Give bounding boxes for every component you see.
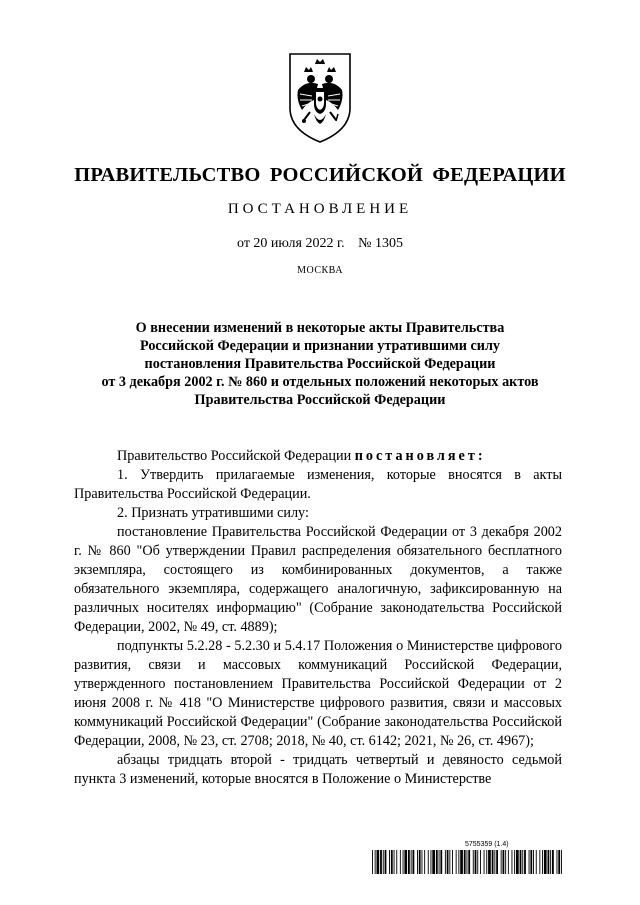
subject-line: от 3 декабря 2002 г. № 860 и отдельных положений некоторых актов	[101, 374, 539, 390]
paragraph-3: постановление Правительства Российской Федерации от 3 декабря 2002 г. № 860 "Об утверждении Правил распределения обязательного бесплатного экземпляра, состоящего из комбинированных документов, а также обязательного экземпляра, содержащего аналогичную, зафиксированную на различных носителях информацию" (Собрание законодательства Российской Федерации, 2002, № 49, ст. 4889);	[74, 524, 562, 635]
subject-line: Правительства Российской Федерации	[194, 392, 446, 408]
subject-line: О внесении изменений в некоторые акты Правительства	[135, 320, 505, 336]
intro-text: Правительство Российской Федерации	[117, 448, 352, 464]
document-date: от 20 июля 2022 г.	[237, 236, 345, 251]
government-title: ПРАВИТЕЛЬСТВО РОССИЙСКОЙ ФЕДЕРАЦИИ	[74, 164, 566, 186]
paragraph-4: подпункты 5.2.28 - 5.2.30 и 5.4.17 Положения о Министерстве цифрового развития, связи и массовых коммуникаций Российской Федерации, утвержденного постановлением Правительства Российской Федерации от 2 июня 2008 г. № 418 "О Министерстве цифрового развития, связи и массовых коммуникаций Российской Федерации" (Собрание законодательства Российской Федерации, 2008, № 23, ст. 2708; 2018, № 40, ст. 6142; 2021, № 26, ст. 4967);	[74, 638, 562, 749]
subject-line: Российской Федерации и признании утратившими силу	[140, 338, 500, 354]
document-number: 1305	[374, 236, 403, 251]
russian-coat-of-arms-icon	[284, 50, 356, 146]
paragraph-1: 1. Утвердить прилагаемые изменения, которые вносятся в акты Правительства Российской Федерации.	[74, 467, 562, 502]
date-number-line	[0, 236, 640, 252]
subject-line: постановления Правительства Российской Федерации	[144, 356, 496, 372]
barcode-number: 5755359 (1.4)	[465, 841, 509, 848]
document-body	[74, 447, 562, 789]
intro-paragraph	[74, 447, 562, 466]
document-subject	[60, 319, 580, 409]
document-type: ПОСТАНОВЛЕНИЕ	[227, 201, 413, 217]
resolves-text: постановляет:	[354, 448, 486, 464]
paragraph-2: 2. Признать утратившими силу:	[117, 505, 309, 521]
barcode-icon	[372, 850, 564, 874]
paragraph-5: абзацы тридцать второй - тридцать четвертый и девяносто седьмой пункта 3 изменений, которые вносятся в Положение о Министерстве	[74, 752, 562, 787]
city: МОСКВА	[297, 265, 343, 276]
number-label: №	[358, 236, 372, 251]
